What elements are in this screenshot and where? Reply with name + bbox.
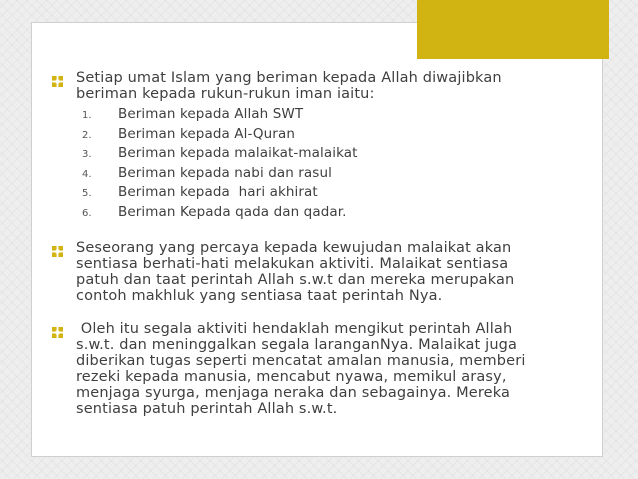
list-text: Beriman kepada malaikat-malaikat [118, 145, 358, 161]
list-number: 1. [82, 110, 92, 121]
ornamental-bullet-icon [52, 72, 63, 83]
list-item [82, 184, 587, 204]
bullet-item-3 [52, 321, 587, 417]
accent-block [417, 0, 609, 59]
list-item [82, 145, 587, 165]
list-text: Beriman kepada nabi dan rasul [118, 164, 332, 181]
list-number: 4. [82, 168, 92, 180]
list-text: Beriman kepada hari akhirat [118, 184, 318, 200]
list-number: 3. [82, 149, 92, 160]
bullet-text: Setiap umat Islam yang beriman kepada Allah diwajibkan beriman kepada rukun-rukun iman iaitu: [76, 70, 502, 102]
bullet-item-1 [52, 70, 587, 223]
list-text: Beriman Kepada qada dan qadar. [118, 203, 347, 220]
list-number: 5. [82, 188, 92, 199]
rukun-iman-list [76, 106, 587, 223]
ornamental-bullet-icon [52, 242, 63, 253]
bullet-text: Oleh itu segala aktiviti hendaklah mengikut perintah Allah s.w.t. dan meninggalkan segala laranganNya. Malaikat juga diberikan tugas seperti mencatat amalan manusia, memberi rezeki kepada manusia, mencabut nyawa, memikul arasy, menjaga syurga, menjaga neraka dan sebagainya. Mereka sentiasa patuh perintah Allah s.w.t. [76, 321, 526, 417]
bullet-item-2 [52, 240, 587, 304]
list-number: 2. [82, 129, 92, 141]
list-text: Beriman kepada Allah SWT [118, 106, 304, 122]
list-item [82, 204, 587, 224]
list-item [82, 126, 587, 146]
list-item [82, 165, 587, 185]
bullet-text: Seseorang yang percaya kepada kewujudan malaikat akan sentiasa berhati-hati melakukan aktiviti. Malaikat sentiasa patuh dan taat perintah Allah s.w.t dan mereka merupakan contoh makhluk yang sentiasa taat perintah Nya. [76, 240, 515, 304]
list-item [82, 106, 587, 126]
slide-content [52, 70, 587, 417]
list-number: 6. [82, 207, 92, 219]
ornamental-bullet-icon [52, 323, 63, 334]
list-text: Beriman kepada Al-Quran [118, 125, 295, 142]
